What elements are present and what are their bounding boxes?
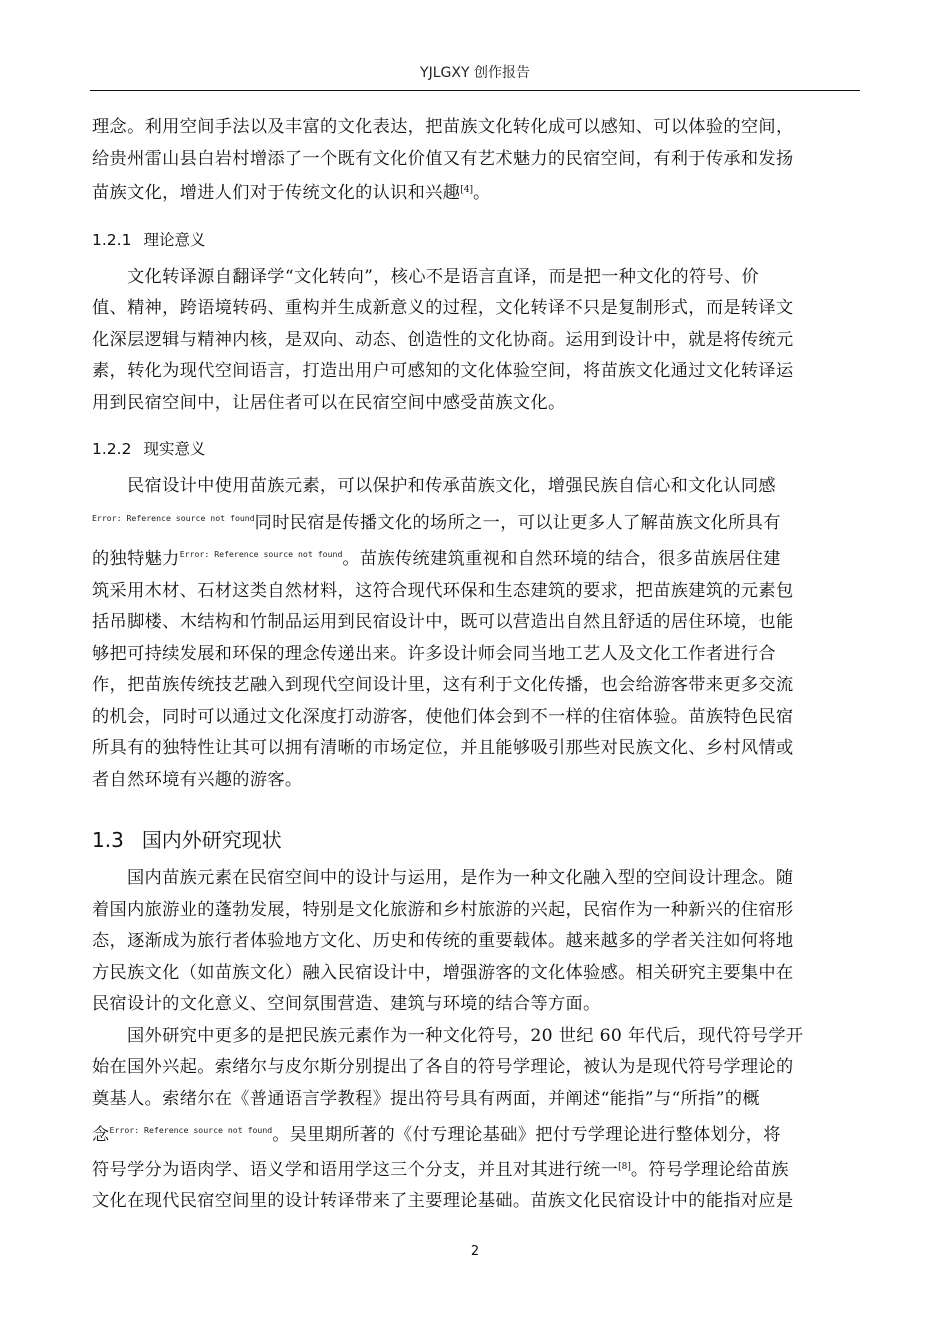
citation-ref: [4] <box>460 185 474 195</box>
section-number: 1.3 <box>92 828 124 852</box>
page-header: YJLGXY 创作报告 <box>420 65 530 81</box>
paragraph-line: 文化在现代民宿空间里的设计转译带来了主要理论基础。苗族文化民宿设计中的能指对应是 <box>92 1191 794 1211</box>
text-run: 同时民宿是传播文化的场所之一，可以让更多人了解苗族文化所具有 <box>254 512 781 533</box>
page-number: 2 <box>470 1244 480 1259</box>
section-title: 现实意义 <box>143 440 206 458</box>
page-body <box>92 112 860 1218</box>
section-heading-1-3 <box>92 824 860 853</box>
paragraph-line <box>92 175 860 210</box>
text-run: 。苗族传统建筑重视和自然环境的结合，很多苗族居住建 <box>342 549 781 569</box>
section-number: 1.2.1 <box>92 230 132 249</box>
text-run: 。 <box>473 183 491 203</box>
paragraph-line: 素，转化为现代空间语言，打造出用户可感知的文化体验空间，将苗族文化通过文化转译运 <box>92 361 794 381</box>
paragraph-line: 者自然环境有兴趣的游客。 <box>92 769 303 790</box>
paragraph-line: 国内苗族元素在民宿空间中的设计与运用，是作为一种文化融入型的空间设计理念。随 <box>127 868 794 888</box>
paragraph-line: 化深层逻辑与精神内核，是双向、动态、创造性的文化协商。运用到设计中，就是将传统元 <box>92 329 794 350</box>
paragraph-line: 筑采用木材、石材这类自然材料，这符合现代环保和生态建筑的要求，把苗族建筑的元素包 <box>92 580 794 601</box>
paragraph-line: 给贵州雷山县白岩村增添了一个既有文化价值又有艺术魅力的民宿空间，有利于传承和发扬 <box>92 148 794 169</box>
paragraph-line: 国外研究中更多的是把民族元素作为一种文化符号，20 世纪 60 年代后，现代符号学开 <box>127 1025 804 1046</box>
paragraph-line <box>92 503 860 540</box>
section-number: 1.2.2 <box>92 440 132 458</box>
text-run: 。吴里期所著的《付亐理论基础》把付亐学理论进行整体划分，将 <box>272 1125 781 1145</box>
reference-error: Error: Reference source not found <box>92 512 255 523</box>
section-heading-1-2-1 <box>92 228 860 250</box>
paragraph-line: 始在国外兴起。索绪尔与皮尔斯分别提出了各自的符号学理论，被认为是现代符号学理论的 <box>92 1057 794 1077</box>
text-run: 。符号学理论给苗族 <box>630 1159 789 1180</box>
paragraph-line: 括吊脚楼、木结构和竹制品运用到民宿设计中，既可以营造出自然且舒适的居住环境，也能 <box>92 612 794 632</box>
paragraph-line: 方民族文化（如苗族文化）融入民宿设计中，增强游客的文化体验感。相关研究主要集中在 <box>92 962 794 983</box>
section-heading-1-2-2 <box>92 437 860 459</box>
text-run: 苗族文化，增进人们对于传统文化的认识和兴趣 <box>92 183 461 203</box>
text-run: 念 <box>92 1125 110 1145</box>
paragraph-line: 态，逐渐成为旅行者体验地方文化、历史和传统的重要载体。越来越多的学者关注如何将地 <box>92 931 794 951</box>
paragraph-line: 作，把苗族传统技艺融入到现代空间设计里，这有利于文化传播，也会给游客带来更多交流 <box>92 675 794 695</box>
paragraph-line: 文化转译源自翻译学“文化转向”，核心不是语言直译，而是把一种文化的符号、价 <box>127 266 760 287</box>
section-title: 国内外研究现状 <box>141 828 282 852</box>
paragraph-line: 民宿设计的文化意义、空间氛围营造、建筑与环境的结合等方面。 <box>92 994 601 1014</box>
text-run: 符号学分为语肉学、语义学和语用学这三个分支，并且对其进行统一 <box>92 1159 619 1180</box>
paragraph-line: 的机会，同时可以通过文化深度打动游客，使他们体会到不一样的住宿体验。苗族特色民宿 <box>92 706 794 727</box>
paragraph-line: 奠基人。索绪尔在《普通语言学教程》提出符号具有两面，并阐述“能指”与“所指”的概 <box>92 1088 760 1109</box>
reference-error: Error: Reference source not found <box>109 1125 273 1135</box>
paragraph-line: 用到民宿空间中，让居住者可以在民宿空间中感受苗族文化。 <box>92 392 566 413</box>
paragraph-line: 值、精神，跨语境转码、重构并生成新意义的过程，文化转译不只是复制形式，而是转译文 <box>92 298 794 318</box>
paragraph-line <box>92 1115 860 1152</box>
header-rule <box>90 90 860 91</box>
paragraph-line: 理念。利用空间手法以及丰富的文化表达，把苗族文化转化成可以感知、可以体验的空间， <box>92 117 794 137</box>
paragraph-line <box>92 1152 860 1187</box>
citation-ref: [8] <box>618 1161 631 1172</box>
text-run: 的独特魅力 <box>92 549 180 569</box>
paragraph-line: 够把可持续发展和环保的理念传递出来。许多设计师会同当地工艺人及文化工作者进行合 <box>92 643 776 664</box>
paragraph-line: 着国内旅游业的蓬勃发展，特别是文化旅游和乡村旅游的兴起，民宿作为一种新兴的住宿形 <box>92 899 794 920</box>
paragraph-line: 所具有的独特性让其可以拥有清晰的市场定位，并且能够吸引那些对民族文化、乡村风情或 <box>92 738 794 758</box>
section-title: 理论意义 <box>143 230 206 249</box>
paragraph-line: 民宿设计中使用苗族元素，可以保护和传承苗族文化，增强民族自信心和文化认同感 <box>127 476 776 496</box>
paragraph-line <box>92 539 860 576</box>
reference-error: Error: Reference source not found <box>179 549 343 559</box>
